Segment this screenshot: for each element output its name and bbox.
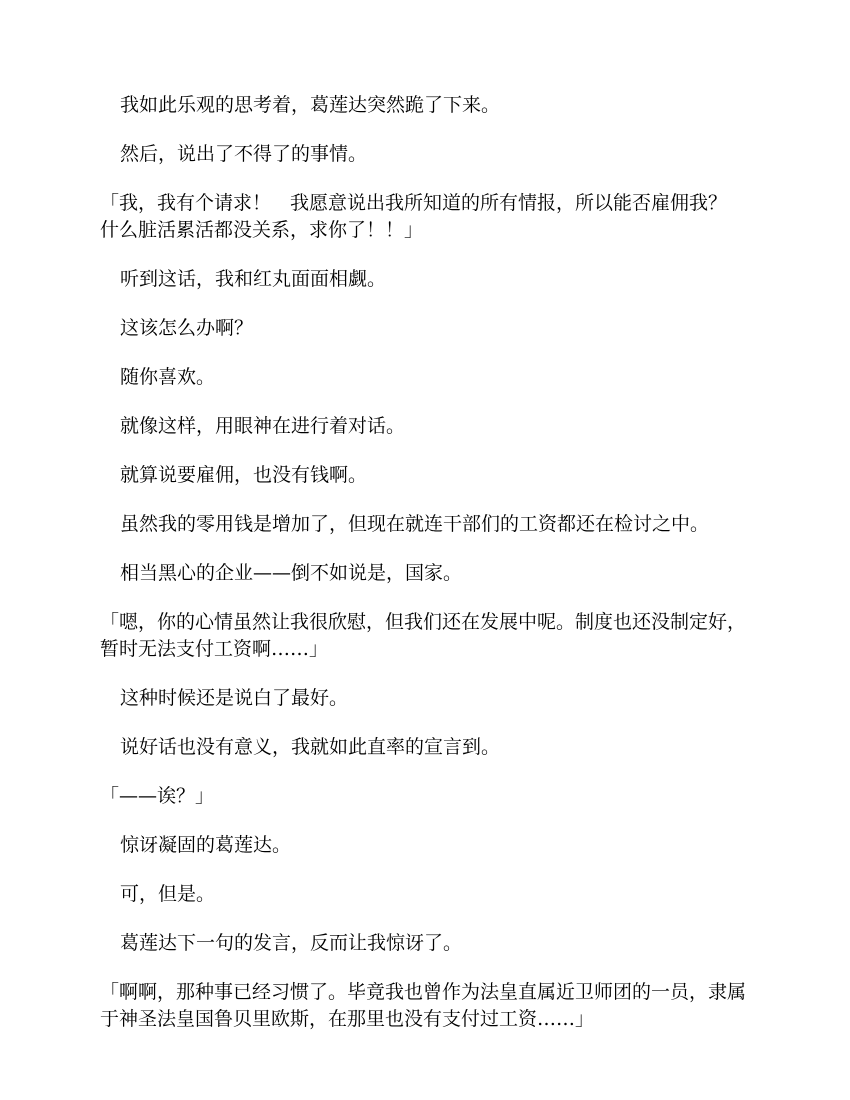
dialogue-3: 「——诶？」	[100, 785, 215, 807]
paragraph-1: 我如此乐观的思考着，葛莲达突然跪了下来。	[120, 94, 501, 116]
paragraph-4: 这该怎么办啊？	[120, 317, 254, 339]
paragraph-11: 说好话也没有意义，我就如此直率的宣言到。	[120, 736, 501, 758]
paragraph-6: 就像这样，用眼神在进行着对话。	[120, 415, 406, 437]
dialogue-4: 「啊啊，那种事已经习惯了。毕竟我也曾作为法皇直属近卫师团的一员，隶属于神圣法皇国鲁贝里欧斯，在那里也没有支付过工资……」	[100, 981, 747, 1030]
dialogue-2: 「嗯，你的心情虽然让我很欣慰，但我们还在发展中呢。制度也还没制定好，暂时无法支付工资啊……」	[100, 611, 747, 660]
paragraph-2: 然后，说出了不得了的事情。	[120, 143, 368, 165]
paragraph-14: 葛莲达下一句的发言，反而让我惊讶了。	[120, 932, 463, 954]
dialogue-1: 「我，我有个请求！ 我愿意说出我所知道的所有情报，所以能否雇佣我？ 什么脏活累活都没关系，求你了！！」	[100, 192, 728, 241]
paragraph-13: 可，但是。	[120, 883, 216, 905]
paragraph-9: 相当黑心的企业——倒不如说是，国家。	[120, 562, 463, 584]
paragraph-12: 惊讶凝固的葛莲达。	[120, 834, 292, 856]
paragraph-3: 听到这话，我和红丸面面相觑。	[120, 268, 387, 290]
paragraph-10: 这种时候还是说白了最好。	[120, 687, 349, 709]
paragraph-7: 就算说要雇佣，也没有钱啊。	[120, 464, 368, 486]
paragraph-5: 随你喜欢。	[120, 366, 216, 388]
paragraph-8: 虽然我的零用钱是增加了，但现在就连干部们的工资都还在检讨之中。	[120, 513, 710, 535]
